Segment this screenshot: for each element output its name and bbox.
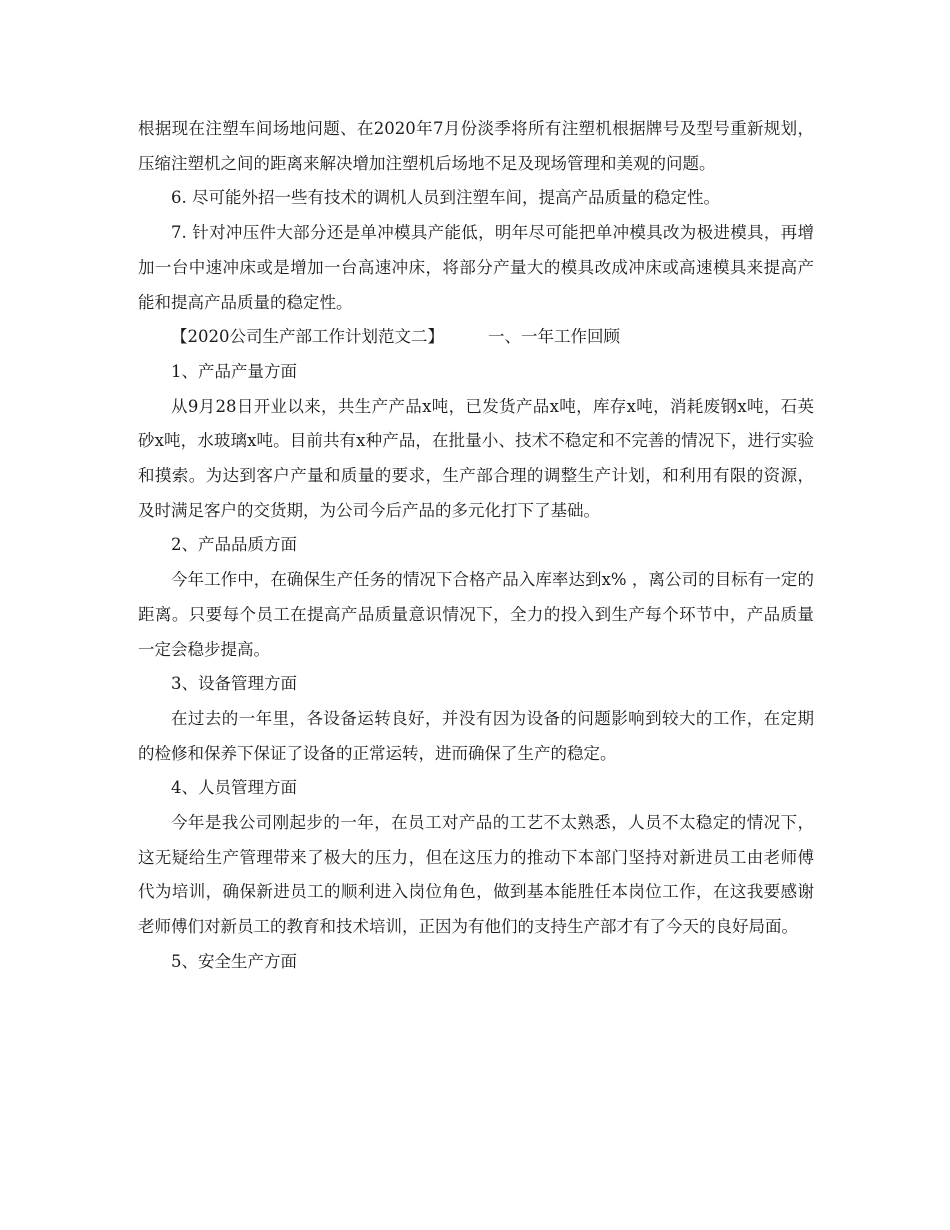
subheading-safety: 5、安全生产方面	[171, 951, 297, 971]
paragraph-item-6: 6. 尽可能外招一些有技术的调机人员到注塑车间，提高产品质量的稳定性。	[171, 188, 720, 208]
subheading-output: 1、产品产量方面	[171, 361, 297, 381]
subheading-quality: 2、产品品质方面	[171, 535, 297, 555]
section-title-review: 一、一年工作回顾	[488, 327, 620, 347]
example-title: 【2020公司生产部工作计划范文二】	[171, 327, 444, 347]
subheading-equipment: 3、设备管理方面	[171, 674, 297, 694]
paragraph-venue-planning: 根据现在注塑车间场地问题、在2020年7月份淡季将所有注塑机根据牌号及型号重新规划，压缩注塑机之间的距离来解决增加注塑机后场地不足及现场管理和美观的问题。	[138, 119, 814, 173]
paragraph-quality: 今年工作中，在确保生产任务的情况下合格产品入库率达到x% ，离公司的目标有一定的距离。只要每个员工在提高产品质量意识情况下，全力的投入到生产每个环节中，产品质量一定会稳步提高。	[138, 570, 814, 659]
document-body	[138, 112, 814, 980]
paragraph-personnel: 今年是我公司刚起步的一年，在员工对产品的工艺不太熟悉，人员不太稳定的情况下，这无疑给生产管理带来了极大的压力，但在这压力的推动下本部门坚持对新进员工由老师傅代为培训，确保新进员工的顺利进入岗位角色，做到基本能胜任本岗位工作，在这我要感谢老师傅们对新员工的教育和技术培训，正因为有他们的支持生产部才有了今天的良好局面。	[138, 813, 814, 937]
subheading-personnel: 4、人员管理方面	[171, 778, 297, 798]
paragraph-equipment: 在过去的一年里，各设备运转良好，并没有因为设备的问题影响到较大的工作，在定期的检修和保养下保证了设备的正常运转，进而确保了生产的稳定。	[138, 708, 814, 763]
section-heading-line	[138, 320, 814, 355]
paragraph-output: 从9月28日开业以来，共生产产品x吨，已发货产品x吨，库存x吨，消耗废钢x吨，石英砂x吨，水玻璃x吨。目前共有x种产品，在批量小、技术不稳定和不完善的情况下，进行实验和摸索。为达到客户产量和质量的要求，生产部合理的调整生产计划，和利用有限的资源，及时满足客户的交货期，为公司今后产品的多元化打下了基础。	[138, 396, 814, 520]
paragraph-item-7: 7. 针对冲压件大部分还是单冲模具产能低，明年尽可能把单冲模具改为极进模具，再增加一台中速冲床或是增加一台高速冲床，将部分产量大的模具改成冲床或高速模具来提高产能和提高产品质量的稳定性。	[138, 223, 814, 312]
